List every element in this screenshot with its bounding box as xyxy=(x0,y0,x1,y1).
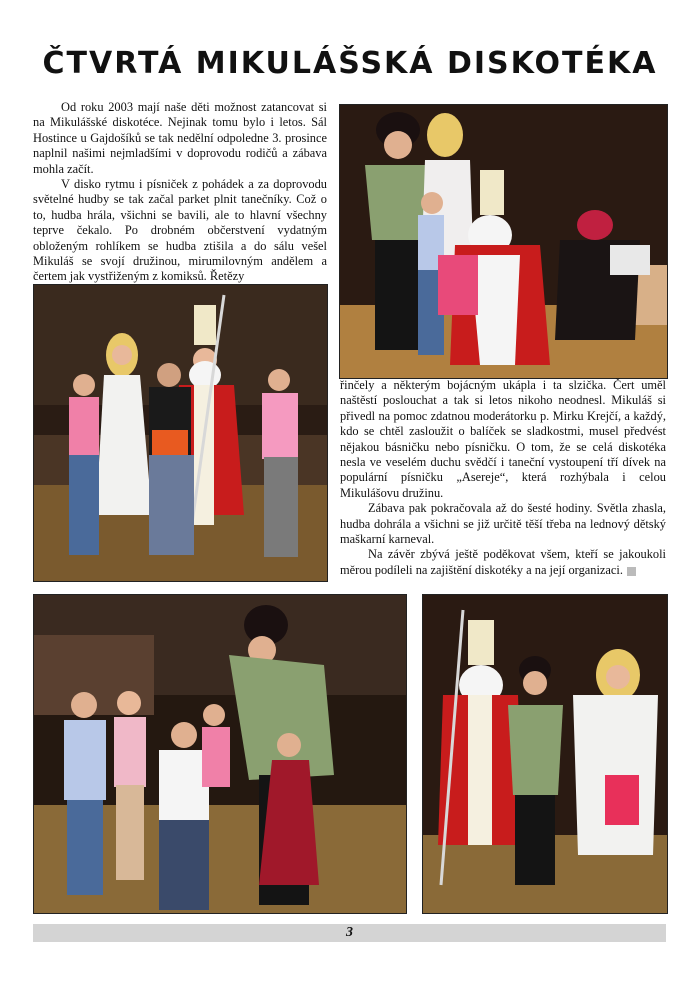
paragraph-text: Na závěr zbývá ještě poděkovat všem, kteří se jakoukoli měrou podíleli na zajištění diskotéky a na její organizaci. xyxy=(340,547,666,577)
page-number: 3 xyxy=(346,925,353,940)
end-of-article-mark xyxy=(627,567,636,576)
text-column-left xyxy=(33,100,327,285)
paragraph: Od roku 2003 mají naše děti možnost zatancovat si na Mikulášské diskotéce. Nejinak tomu bylo i letos. Sál Hostince u Gajdošíků se tak nedělní odpoledne 3. prosince naplnil našimi nejmladšími v doprovodu rodičů a zábava mohla začít. xyxy=(33,100,327,176)
photo-st-nicholas-moderator-angel xyxy=(422,594,668,914)
footer-bar xyxy=(33,924,666,942)
article-title: ČTVRTÁ MIKULÁŠSKÁ DISKOTÉKA xyxy=(42,46,658,81)
photo-moderator-and-st-nicholas xyxy=(339,104,668,379)
paragraph: Zábava pak pokračovala až do šesté hodiny. Světla zhasla, hudba dohrála a všichni se již určitě těší třeba na lednový dětský maškarní karneval. xyxy=(340,501,666,547)
paragraph: V disko rytmu i písniček z pohádek a za doprovodu světelné hudby se tak začal parket plnit tanečníky. Což o to, hudba hrála, všichni se bavili, ale to hlavní všechny teprve čekalo. Po drobném občerstvení vydatným obloženým rohlíkem se hudba ztišila a do sálu vešel Mikuláš se svojí družinou, mirumilovným andělem a čertem jak vystřiženým z komiksů. Řetězy xyxy=(33,177,327,284)
paragraph xyxy=(340,547,666,578)
paragraph: řinčely a některým bojácným ukápla i ta slzička. Čert uměl naštěstí poslouchat a tak si letos nikoho neodnesl. Mikuláš si přivedl na pomoc zdatnou moderátorku p. Mirku Krejčí, a každý, kdo se chtěl zasloužit o balíček se sladkostmi, musel předvést nějakou básničku nebo písničku. O tom, že se celá diskotéka nesla ve veselém duchu svědčí i taneční vystoupení tří dívek na populární písničku „Asereje“, která rozhýbala i celou Mikulášovu družinu. xyxy=(340,378,666,500)
photo-girls-dancing xyxy=(33,284,328,582)
photo-children-dancing xyxy=(33,594,407,914)
text-column-right xyxy=(340,378,666,578)
